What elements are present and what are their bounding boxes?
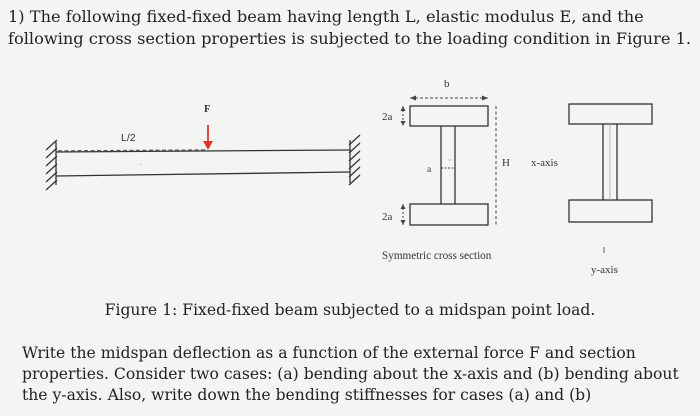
problem-text: The following fixed-fixed beam having length L, elastic modulus E, and the following cross section properties is subjected to the loading condition in Figure 1. <box>8 7 692 48</box>
bottom-flange-label: 2a <box>382 211 393 223</box>
beam-diagram <box>46 104 360 190</box>
right-fixed-support <box>349 135 360 185</box>
width-arrow-right <box>482 96 488 101</box>
question-text: Write the midspan deflection as a function of the external force F and section properties. Consider two cases: (a) bending about the x-axis and (b) bending about the y-axis. Also, write down the bending stiffnesses for cases (a) and (b) <box>22 344 679 404</box>
top-flange-arrow-down <box>401 121 406 126</box>
beam-midpoint-dot: . <box>140 160 142 167</box>
force-arrow <box>203 125 213 150</box>
y-axis-label: y-axis <box>591 264 618 276</box>
top-flange <box>410 106 488 126</box>
left-fixed-support <box>46 140 57 190</box>
i-section-dimensioned <box>382 78 558 262</box>
width-arrow-left <box>410 96 416 101</box>
bottom-flange-arrow-down <box>401 220 406 225</box>
half-length-label: L/2 <box>121 132 136 144</box>
figure-caption: Figure 1: Fixed-fixed beam subjected to a midspan point load. <box>104 301 596 319</box>
bottom-flange-arrow-up <box>401 204 406 209</box>
right-bottom-flange <box>569 200 652 222</box>
problem-number: 1) <box>8 7 25 26</box>
top-flange-arrow-up <box>401 106 406 111</box>
height-label: H <box>502 157 510 169</box>
width-label: b <box>444 78 450 90</box>
x-axis-label: x-axis <box>531 157 558 169</box>
section-caption: Symmetric cross section <box>382 250 492 262</box>
force-label: F <box>204 104 211 115</box>
half-length-dimension <box>58 150 206 151</box>
bottom-flange <box>410 204 488 225</box>
top-flange-label: 2a <box>382 111 393 123</box>
beam <box>56 150 350 176</box>
right-top-flange <box>569 104 652 124</box>
web-thickness-label: a <box>427 165 432 175</box>
i-section-y-axis <box>569 104 652 276</box>
